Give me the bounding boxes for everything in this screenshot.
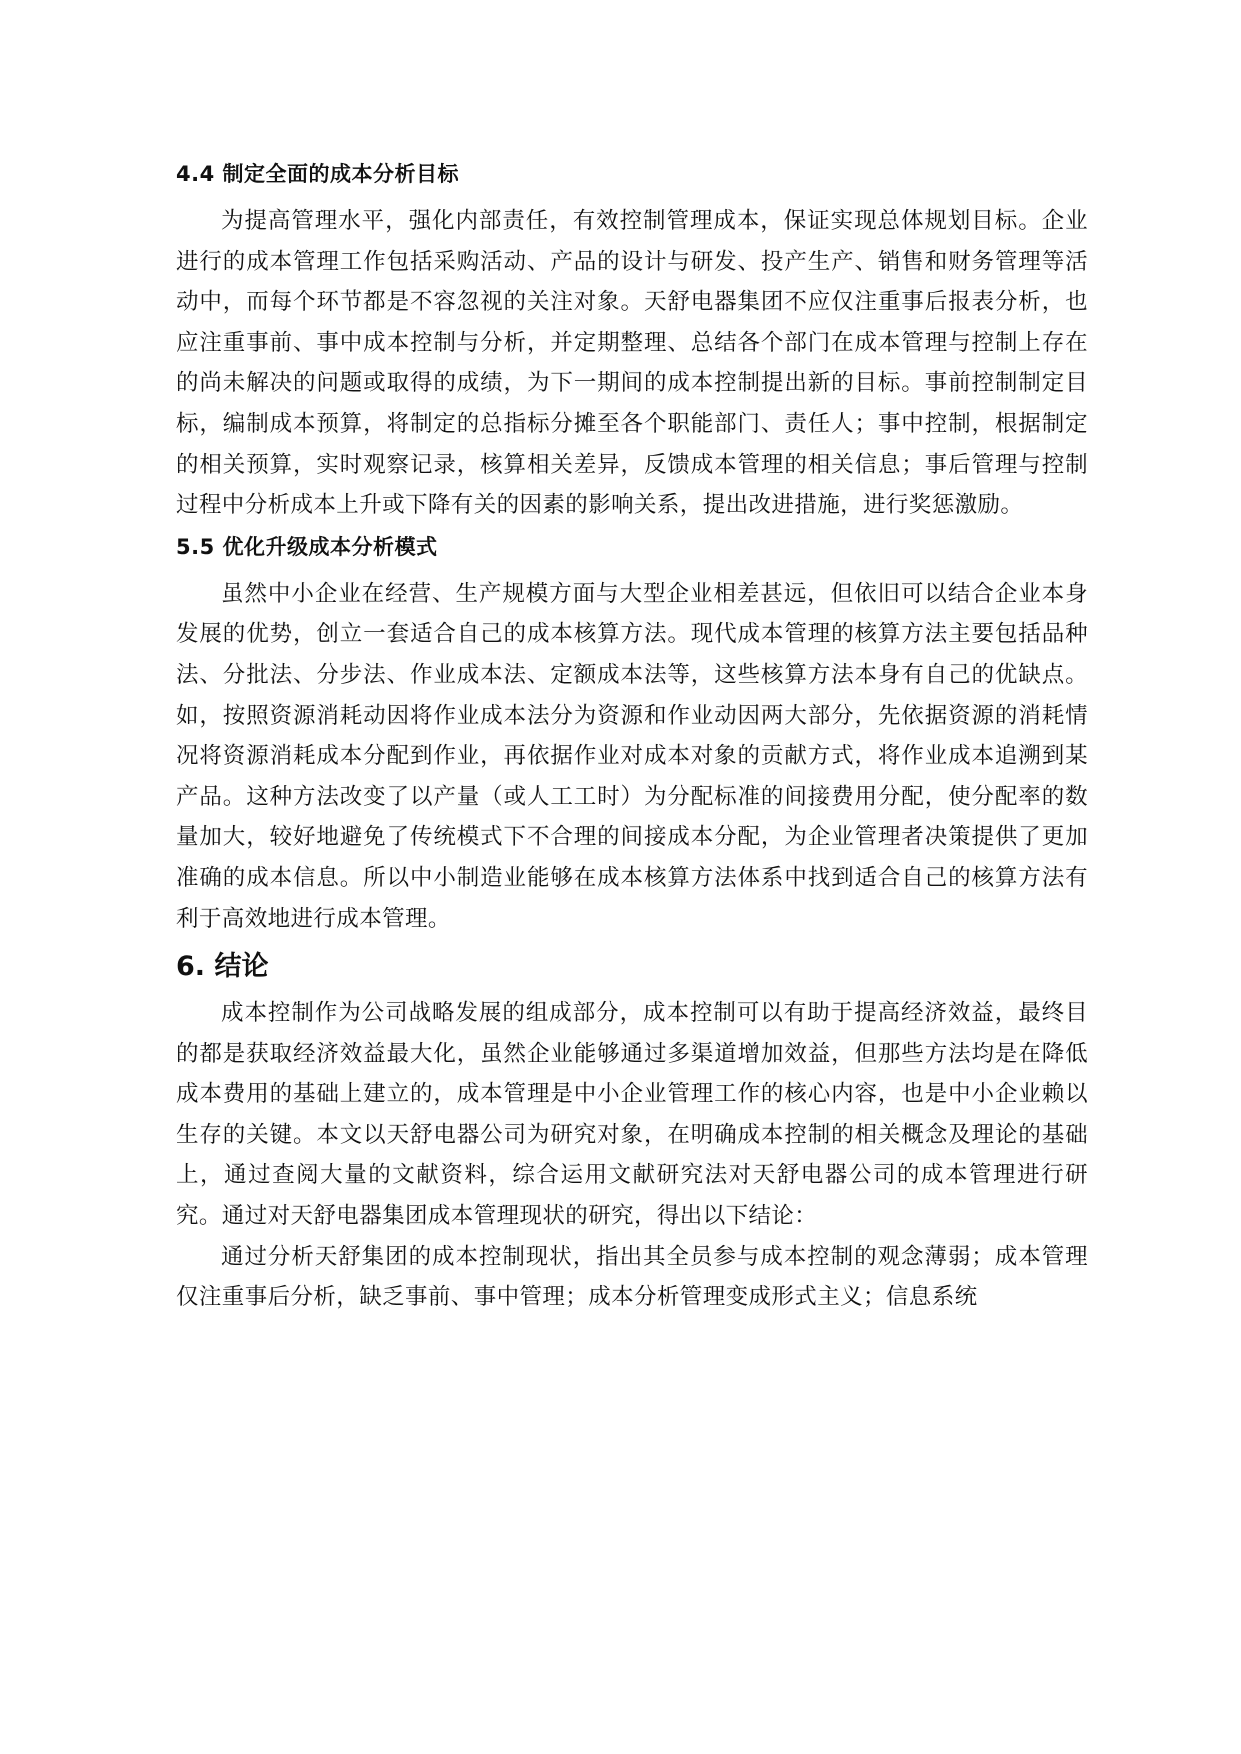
chapter-heading-conclusion: 6. 结论 bbox=[176, 951, 269, 983]
section-heading-5-5: 5.5 优化升级成本分析模式 bbox=[176, 534, 438, 559]
section-heading-4-4: 4.4 制定全面的成本分析目标 bbox=[176, 162, 460, 186]
conclusion-paragraph-2: 通过分析天舒集团的成本控制现状，指出其全员参与成本控制的观念薄弱；成本管理仅注重事后分析，缺乏事前、事中管理；成本分析管理变成形式主义；信息系统 bbox=[176, 1243, 1088, 1311]
document-body bbox=[176, 158, 1088, 1318]
section-5-5-paragraph: 虽然中小企业在经营、生产规模方面与大型企业相差甚远，但依旧可以结合企业本身发展的优势，创立一套适合自己的成本核算方法。现代成本管理的核算方法主要包括品种法、分批法、分步法、作业成本法、定额成本法等，这些核算方法本身有自己的优缺点。如，按照资源消耗动因将作业成本法分为资源和作业动因两大部分，先依据资源的消耗情况将资源消耗成本分配到作业，再依据作业对成本对象的贡献方式，将作业成本追溯到某产品。这种方法改变了以产量（或人工工时）为分配标准的间接费用分配，使分配率的数量加大，较好地避免了传统模式下不合理的间接成本分配，为企业管理者决策提供了更加准确的成本信息。所以中小制造业能够在成本核算方法体系中找到适合自己的核算方法有利于高效地进行成本管理。 bbox=[176, 580, 1088, 932]
section-4-4-paragraph: 为提高管理水平，强化内部责任，有效控制管理成本，保证实现总体规划目标。企业进行的成本管理工作包括采购活动、产品的设计与研发、投产生产、销售和财务管理等活动中，而每个环节都是不容忽视的关注对象。天舒电器集团不应仅注重事后报表分析，也应注重事前、事中成本控制与分析，并定期整理、总结各个部门在成本管理与控制上存在的尚未解决的问题或取得的成绩，为下一期间的成本控制提出新的目标。事前控制制定目标，编制成本预算，将制定的总指标分摊至各个职能部门、责任人；事中控制，根据制定的相关预算，实时观察记录，核算相关差异，反馈成本管理的相关信息；事后管理与控制过程中分析成本上升或下降有关的因素的影响关系，提出改进措施，进行奖惩激励。 bbox=[176, 208, 1088, 519]
conclusion-paragraph-1: 成本控制作为公司战略发展的组成部分，成本控制可以有助于提高经济效益，最终目的都是获取经济效益最大化，虽然企业能够通过多渠道增加效益，但那些方法均是在降低成本费用的基础上建立的，成本管理是中小企业管理工作的核心内容，也是中小企业赖以生存的关键。本文以天舒电器公司为研究对象，在明确成本控制的相关概念及理论的基础上，通过查阅大量的文献资料，综合运用文献研究法对天舒电器公司的成本管理进行研究。通过对天舒电器集团成本管理现状的研究，得出以下结论： bbox=[176, 1000, 1088, 1230]
